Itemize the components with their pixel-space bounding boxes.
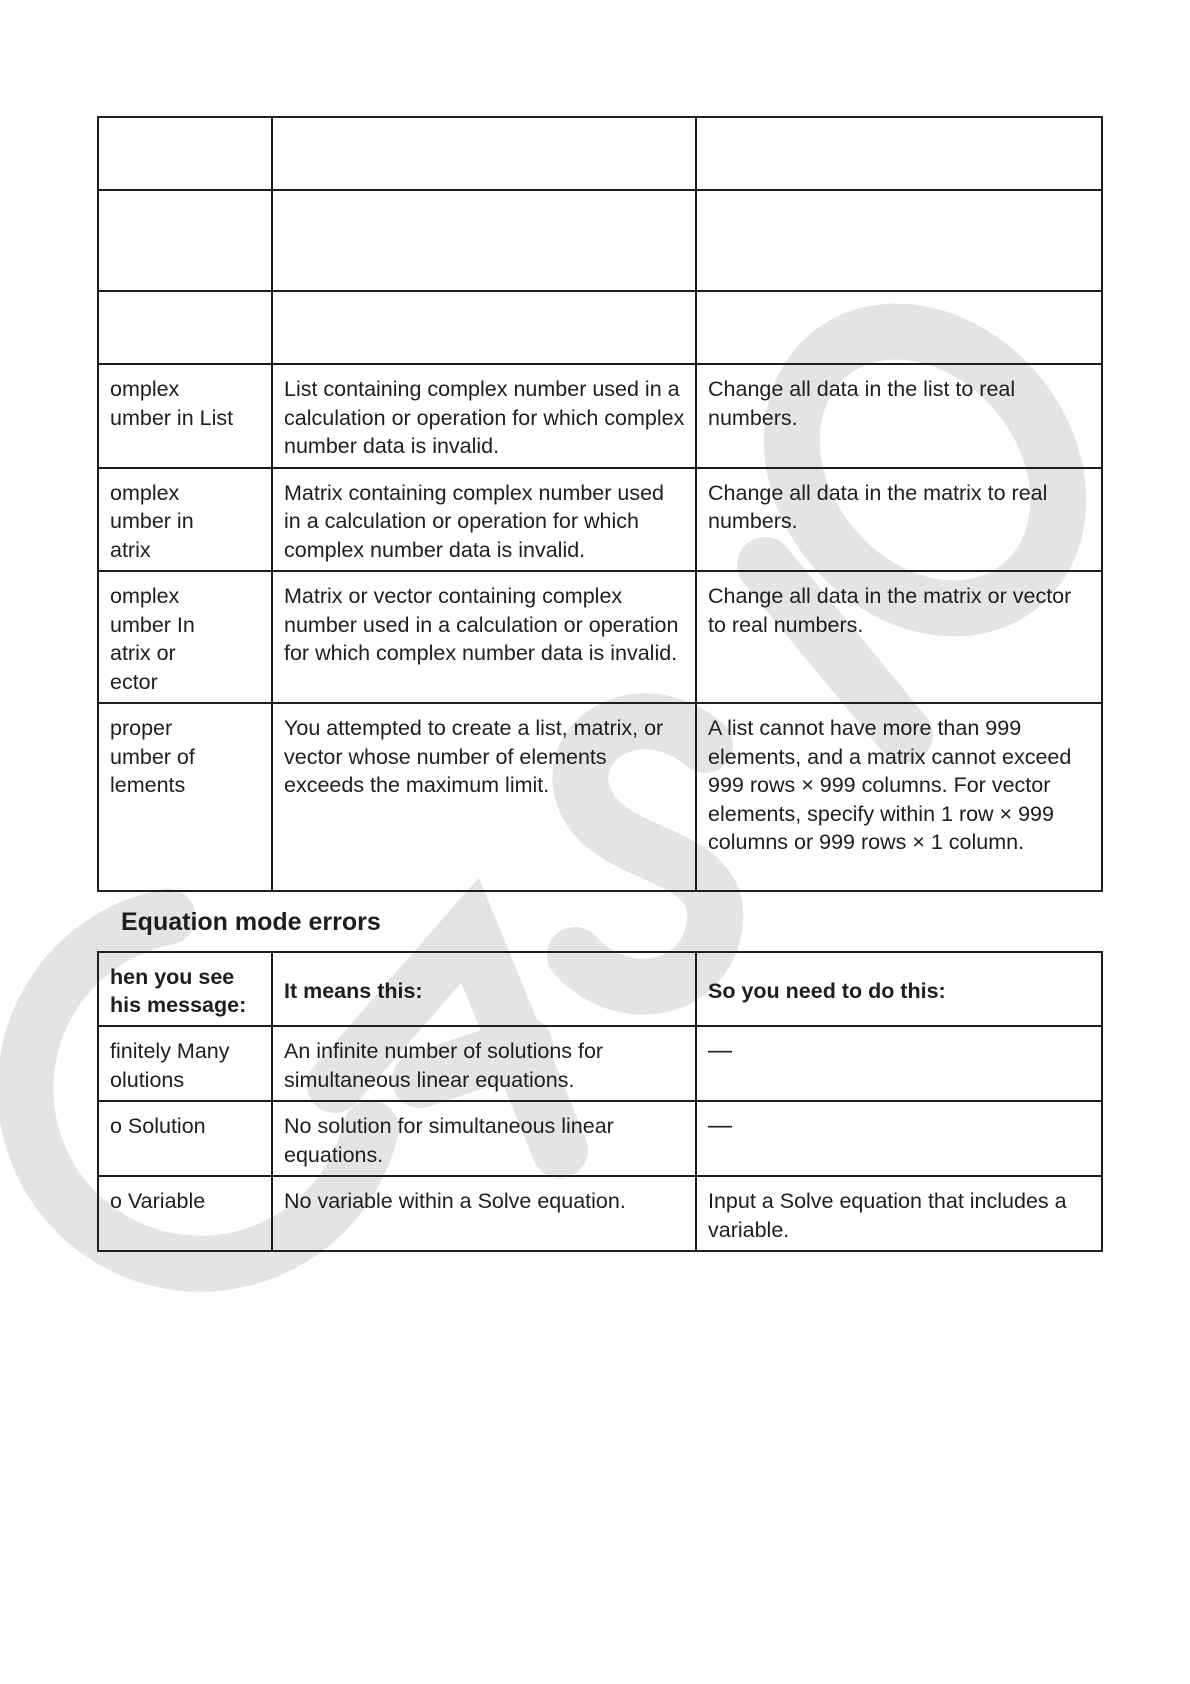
table-row [98,1176,1102,1251]
table-row [98,1101,1102,1176]
error-message-cell: o Solution [98,1101,272,1176]
error-message-cell: omplex umber in List [98,364,272,468]
table-row-blank [98,291,1102,364]
action-cell: Change all data in the matrix to real numbers. [696,468,1102,572]
table-row-blank [98,190,1102,291]
header-action: So you need to do this: [696,952,1102,1026]
section-title: Equation mode errors [121,908,381,936]
table-row [98,703,1102,891]
meaning-cell: An infinite number of solutions for simultaneous linear equations. [272,1026,696,1101]
action-cell: Input a Solve equation that includes a variable. [696,1176,1102,1251]
action-cell: Change all data in the list to real numbers. [696,364,1102,468]
error-message-cell: finitely Many olutions [98,1026,272,1101]
meaning-cell: Matrix or vector containing complex number used in a calculation or operation for which complex number data is invalid. [272,571,696,703]
equation-errors-table [97,951,1103,1252]
action-cell: — [696,1026,1102,1101]
meaning-cell: You attempted to create a list, matrix, or vector whose number of elements exceeds the maximum limit. [272,703,696,891]
table-row [98,571,1102,703]
meaning-cell: Matrix containing complex number used in a calculation or operation for which complex number data is invalid. [272,468,696,572]
action-cell: Change all data in the matrix or vector to real numbers. [696,571,1102,703]
table-header-row [98,952,1102,1026]
action-cell: A list cannot have more than 999 elements, and a matrix cannot exceed 999 rows × 999 columns. For vector elements, specify within 1 row × 999 columns or 999 rows × 1 column. [696,703,1102,891]
error-table-continued [97,116,1103,892]
action-cell: — [696,1101,1102,1176]
table-row [98,1026,1102,1101]
table-row-blank [98,117,1102,190]
meaning-cell: No variable within a Solve equation. [272,1176,696,1251]
header-meaning: It means this: [272,952,696,1026]
header-message: hen you see his message: [98,952,272,1026]
error-message-cell: proper umber of lements [98,703,272,891]
meaning-cell: List containing complex number used in a calculation or operation for which complex number data is invalid. [272,364,696,468]
error-message-cell: o Variable [98,1176,272,1251]
meaning-cell: No solution for simultaneous linear equations. [272,1101,696,1176]
error-message-cell: omplex umber in atrix [98,468,272,572]
table-row [98,468,1102,572]
table-row [98,364,1102,468]
error-message-cell: omplex umber In atrix or ector [98,571,272,703]
